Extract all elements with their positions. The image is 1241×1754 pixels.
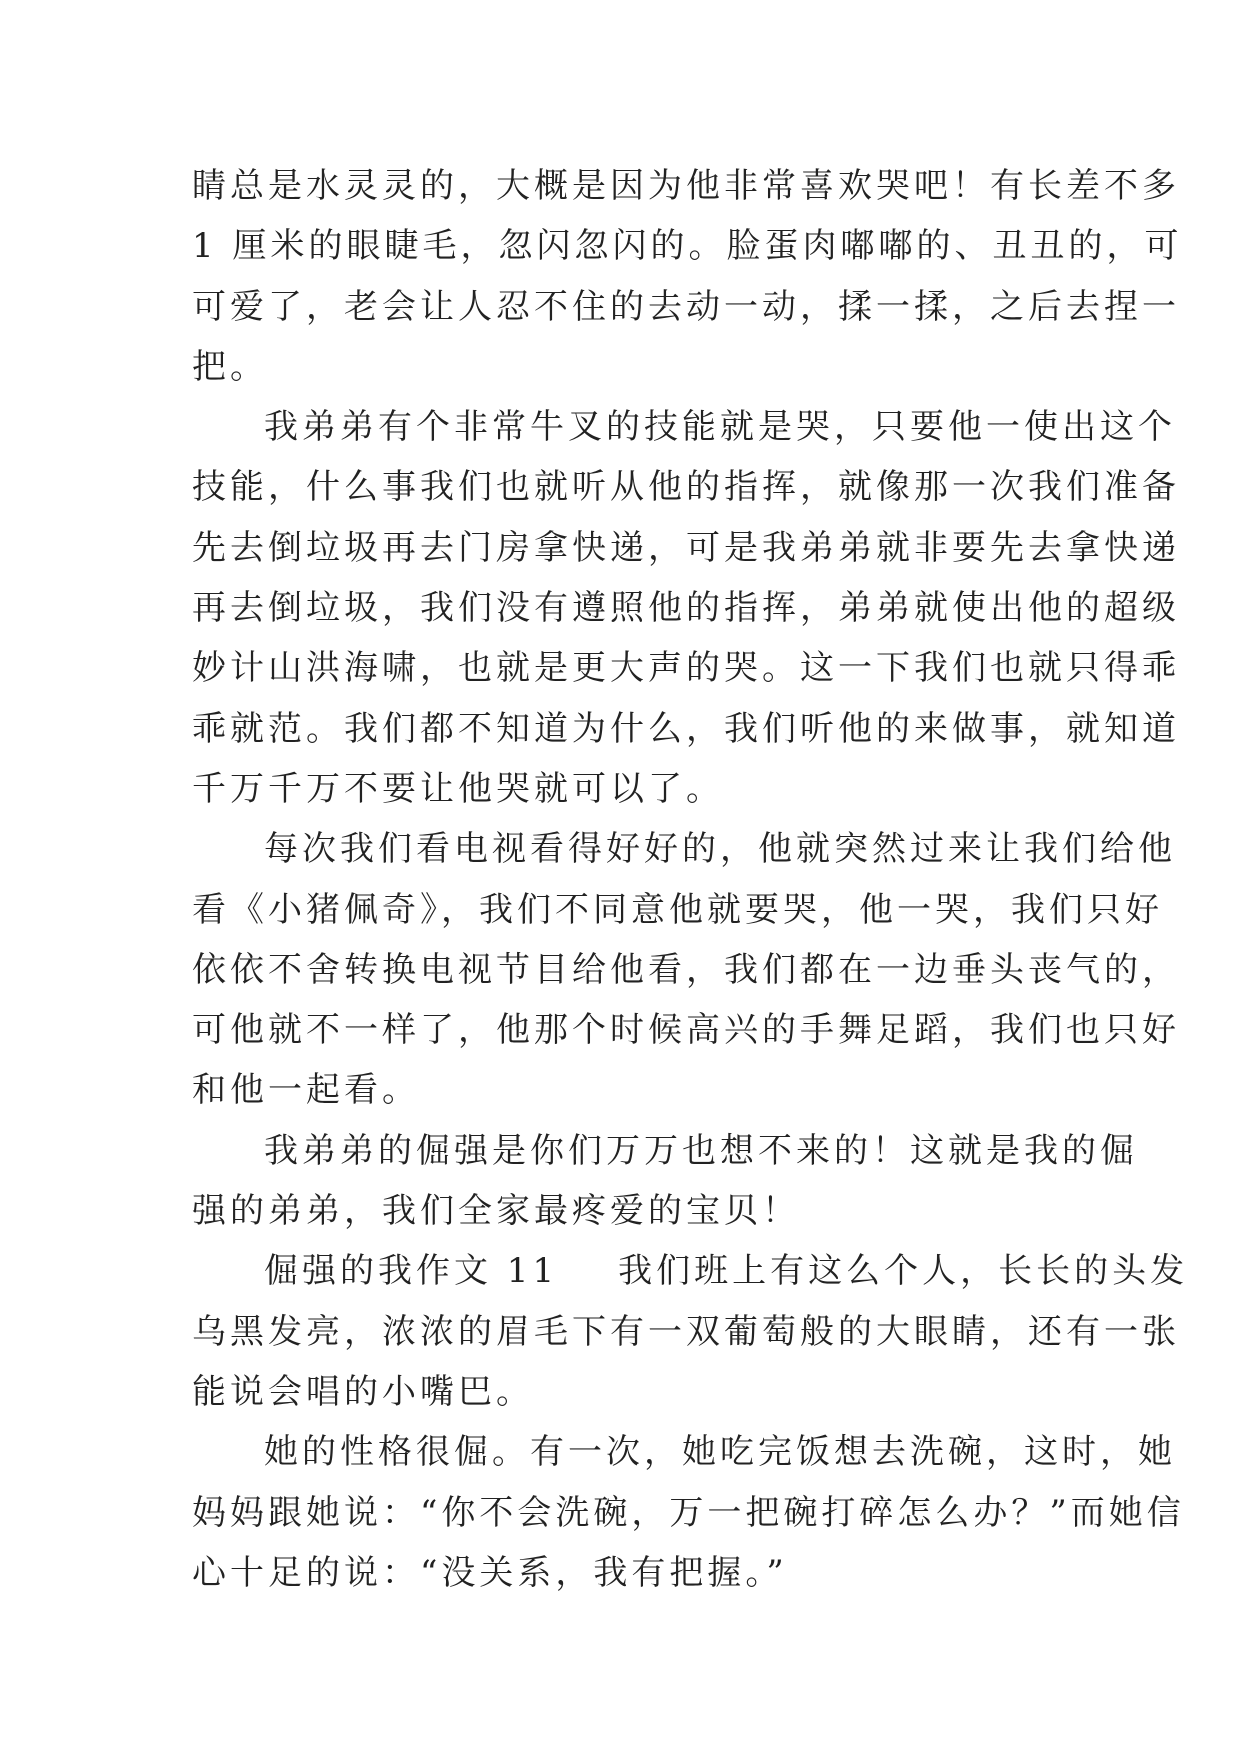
paragraph-4 xyxy=(192,1121,1138,1242)
text-line: 再去倒垃圾，我们没有遵照他的指挥，弟弟就使出他的超级 xyxy=(192,588,1180,629)
heading-line xyxy=(192,1241,1189,1301)
paragraph-1 xyxy=(192,156,1183,397)
text-line: 可他就不一样了，他那个时候高兴的手舞足蹈，我们也只好 xyxy=(192,1010,1180,1051)
text-line: 乖就范。我们都不知道为什么，我们听他的来做事，就知道 xyxy=(192,708,1180,749)
text-line: 可爱了，老会让人忍不住的去动一动，揉一揉，之后去捏一 xyxy=(192,286,1180,327)
text-line: 心十足的说：“没关系，我有把握。” xyxy=(192,1552,788,1593)
text-line: 依依不舍转换电视节目给他看，我们都在一边垂头丧气的， xyxy=(192,949,1180,990)
text-line: 强的弟弟，我们全家最疼爱的宝贝！ xyxy=(192,1191,800,1232)
text-line: 先去倒垃圾再去门房拿快递，可是我弟弟就非要先去拿快递 xyxy=(192,527,1180,568)
text-line: 把。 xyxy=(192,346,268,387)
text-line: 每次我们看电视看得好好的，他就突然过来让我们给他 xyxy=(264,829,1176,870)
paragraph-5 xyxy=(192,1241,1189,1422)
text-line: 我弟弟的倔强是你们万万也想不来的！这就是我的倔 xyxy=(264,1130,1138,1171)
text-line: 技能，什么事我们也就听从他的指挥，就像那一次我们准备 xyxy=(192,467,1180,508)
text-line: 乌黑发亮，浓浓的眉毛下有一双葡萄般的大眼睛，还有一张 xyxy=(192,1311,1180,1352)
text-line: 妙计山洪海啸，也就是更大声的哭。这一下我们也就只得乖 xyxy=(192,648,1180,689)
text-line: 我弟弟有个非常牛叉的技能就是哭，只要他一使出这个 xyxy=(264,407,1176,448)
paragraph-3 xyxy=(192,819,1180,1120)
text-line: 和他一起看。 xyxy=(192,1070,420,1111)
section-heading: 倔强的我作文 11 xyxy=(264,1251,559,1292)
document-body xyxy=(192,156,1189,1603)
text-run: 我们班上有这么个人，长长的头发 xyxy=(618,1251,1189,1292)
text-line: 妈妈跟她说：“你不会洗碗，万一把碗打碎怎么办？”而她信 xyxy=(192,1492,1185,1533)
text-line: 她的性格很倔。有一次，她吃完饭想去洗碗，这时，她 xyxy=(264,1432,1176,1473)
text-line: 千万千万不要让他哭就可以了。 xyxy=(192,768,724,809)
text-line: 看《小猪佩奇》，我们不同意他就要哭，他一哭，我们只好 xyxy=(192,889,1163,930)
paragraph-2 xyxy=(192,397,1180,819)
text-line: 能说会唱的小嘴巴。 xyxy=(192,1371,534,1412)
text-line: 睛总是水灵灵的，大概是因为他非常喜欢哭吧！有长差不多 xyxy=(192,166,1180,206)
text-line: 1 厘米的眼睫毛，忽闪忽闪的。脸蛋肉嘟嘟的、丑丑的，可 xyxy=(192,226,1183,267)
paragraph-6 xyxy=(192,1422,1185,1603)
